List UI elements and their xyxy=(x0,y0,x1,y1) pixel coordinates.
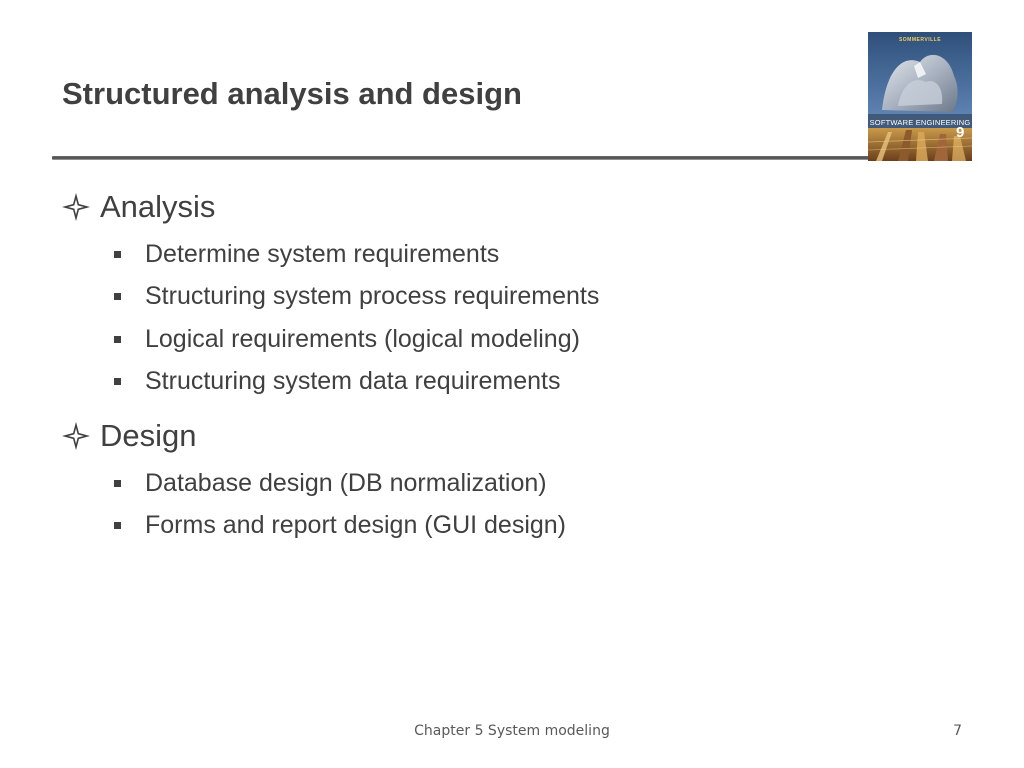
four-point-star-icon xyxy=(62,422,90,450)
slide-title: Structured analysis and design xyxy=(62,76,522,111)
section-heading-analysis xyxy=(62,186,962,228)
title-divider xyxy=(52,156,872,160)
cover-title: SOFTWARE ENGINEERING xyxy=(869,118,971,127)
slide-body xyxy=(62,186,962,547)
list-item-text: Forms and report design (GUI design) xyxy=(145,511,567,540)
section-heading-design xyxy=(62,415,962,457)
section-heading-label: Analysis xyxy=(100,189,216,224)
design-bullet-list xyxy=(62,462,962,547)
book-cover-artwork xyxy=(868,32,972,161)
list-item xyxy=(62,505,962,548)
book-cover-image xyxy=(868,32,972,161)
list-item-text: Structuring system process requirements xyxy=(145,282,600,311)
list-item xyxy=(62,318,962,361)
list-item xyxy=(62,233,962,276)
analysis-bullet-list xyxy=(62,233,962,403)
list-item-text: Database design (DB normalization) xyxy=(145,468,547,497)
cover-edition: 9 xyxy=(956,124,965,141)
slide-footer xyxy=(0,723,1024,743)
square-bullet-icon xyxy=(114,522,121,529)
square-bullet-icon xyxy=(114,480,121,487)
footer-chapter-label: Chapter 5 System modeling xyxy=(414,723,610,739)
four-point-star-icon xyxy=(62,193,90,221)
square-bullet-icon xyxy=(114,336,121,343)
list-item-text: Logical requirements (logical modeling) xyxy=(145,324,580,353)
list-item xyxy=(62,462,962,505)
cover-author: SOMMERVILLE xyxy=(898,37,942,43)
list-item-text: Determine system requirements xyxy=(145,239,500,268)
square-bullet-icon xyxy=(114,251,121,258)
slide-number: 7 xyxy=(953,723,962,739)
list-item-text: Structuring system data requirements xyxy=(145,367,561,396)
list-item xyxy=(62,276,962,319)
section-heading-label: Design xyxy=(100,418,197,453)
square-bullet-icon xyxy=(114,293,121,300)
square-bullet-icon xyxy=(114,378,121,385)
list-item xyxy=(62,361,962,404)
